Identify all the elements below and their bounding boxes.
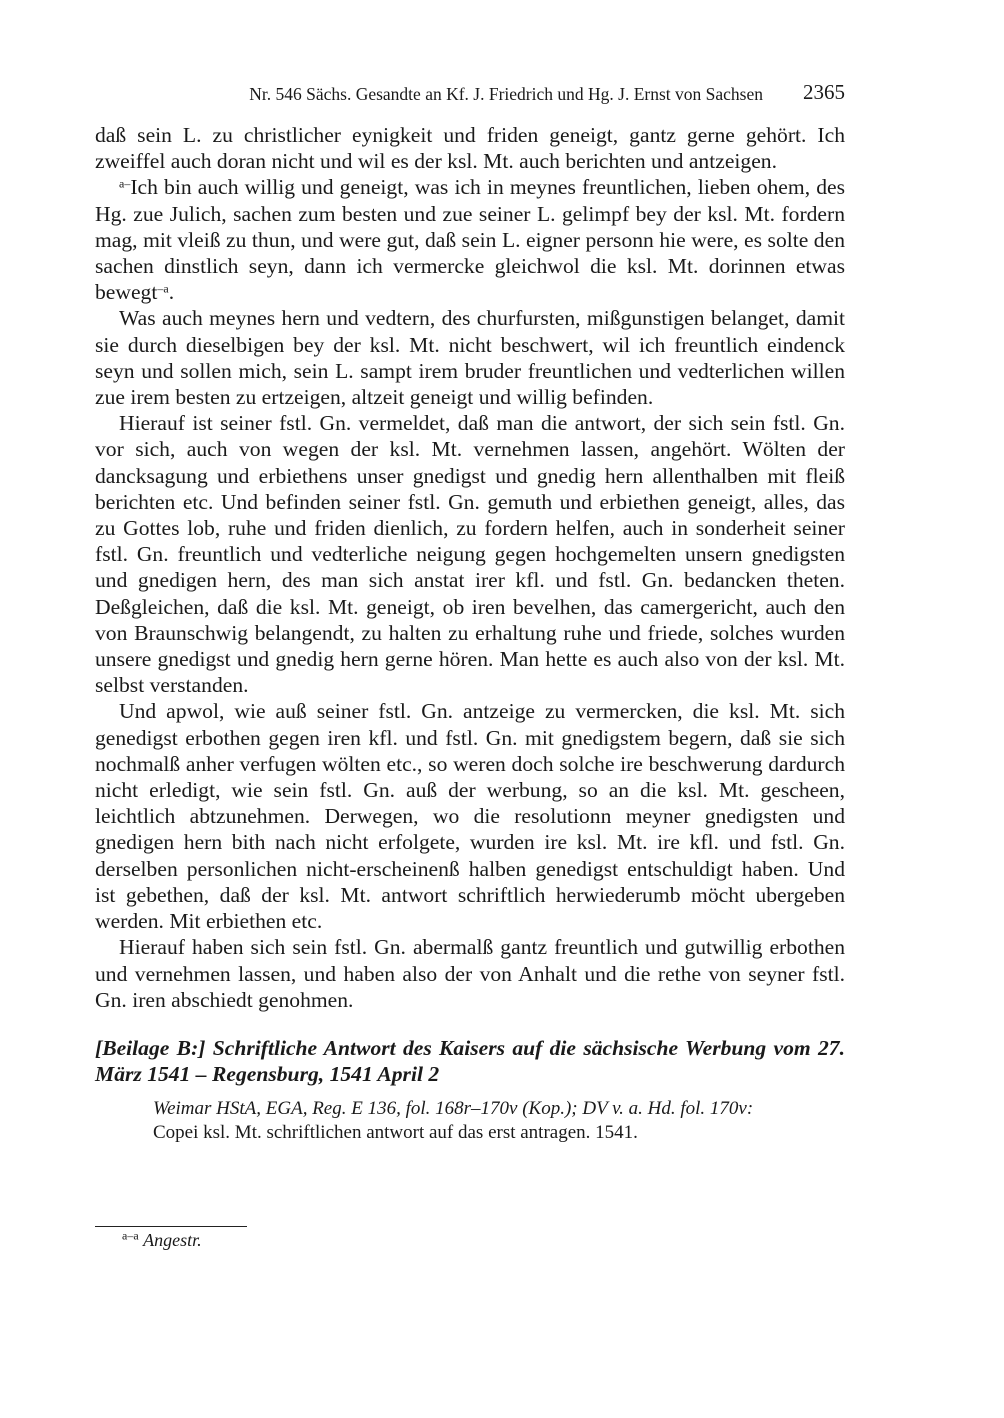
section-title: [Beilage B:] Schriftliche Antwort des Kaisers auf die sächsische Werbung vom 27. März 1541 – Regensburg, 1541 April 2 [95,1035,845,1086]
paragraph [95,305,845,410]
source-reference: Weimar HStA, EGA, Reg. E 136, fol. 168r–170v (Kop.); DV v. a. Hd. fol. 170v: [153,1097,754,1119]
footnote-marker-end: –a [157,281,169,296]
paragraph-text: Hierauf ist seiner fstl. Gn. vermeldet, daß man die antwort, der sich sein fstl. Gn. vor sich, auch von wegen der ksl. Mt. vernehmen lassen, angehört. Wölten der dancksagung und erbiethens unser gnedigst und gnedig hern allenthalben mit fleiß berichten etc. Und befinden seiner fstl. Gn. gemuth und erbiethen geneigt, alles, das zu Gottes lob, ruhe und friden dienlich, zu fordern helfen, auch in sonderheit seiner fstl. Gn. freuntlich und vedterliche neigung gegen hochgemelten unsern gnedigsten und gnedigen hern, des man sich anstat irer kfl. und fstl. Gn. bedancken theten. Deßgleichen, daß die ksl. Mt. geneigt, ob iren bevelhen, das camergericht, auch den von Braunschwig belangendt, zu halten zu erhaltung ruhe und friede, solches wurden unsere gnedigst und gnedig hern gerne hören. Man hette es auch also von der ksl. Mt. selbst verstanden. [95,411,845,698]
page-number: 2365 [803,80,845,104]
paragraph [95,122,845,174]
paragraph-text: Was auch meynes hern und vedtern, des churfursten, mißgunstigen belanget, damit sie durch dieselbigen bey der ksl. Mt. nicht beschwert, wil ich freuntlich eindenck seyn und sollen mich, sein L. sampt irem bruder freuntlichen und vedterlichen willen zue irem besten zu ertzeigen, altzeit geneigt und willig befinden. [95,306,845,410]
source-note [153,1097,845,1145]
paragraph [95,698,845,934]
paragraph-text: Und apwol, wie auß seiner fstl. Gn. antzeige zu vermercken, die ksl. Mt. sich genedigst erbothen gegen iren kfl. und fstl. Gn. mit gnedigstem begern, daß sie sich nochmalß anher verfugen wölten etc., so weren doch solche ire beschwerung dardurch nicht erledigt, wie sein fstl. Gn. auß der werbung, so an die ksl. Mt. gescheen, leichtlich abtzunehmen. Derwegen, wo die resolutionn meyner gnedigsten und gnedigen hern bith nach nicht erfolgete, wurden ire ksl. Mt. ire kfl. und fstl. Gn. derselben personlichen nicht-erscheinenß halben genedigst entschuldigt haben. Und ist gebethen, daß der ksl. Mt. antwort schriftlich herwiederumb möcht ubergeben werden. Mit erbiethen etc. [95,699,845,934]
paragraph-text: Hierauf haben sich sein fstl. Gn. abermalß gantz freuntlich und gutwillig erbothen und vernehmen lassen, und haben also der von Anhalt und die rethe von seyner fstl. Gn. iren abschiedt genohmen. [95,935,845,1012]
source-description: Copei ksl. Mt. schriftlichen antwort auf das erst antragen. 1541. [153,1121,638,1143]
paragraph-text: daß sein L. zu christlicher eynigkeit und friden geneigt, gantz gerne gehört. Ich zweiffel auch doran nicht und wil es der ksl. Mt. auch berichten und antzeigen. [95,123,845,174]
paragraph [95,410,845,698]
paragraph [95,934,845,1013]
page [95,78,845,1145]
running-head [95,78,845,108]
footnote-marker: a–a [122,1228,139,1243]
paragraph-end-punctuation: . [168,280,175,305]
footnote-marker-start: a– [119,176,131,191]
running-head-title: Nr. 546 Sächs. Gesandte an Kf. J. Friedrich und Hg. J. Ernst von Sachsen [249,84,763,104]
footnote-text: Angestr. [143,1230,202,1250]
body-text [95,122,845,1013]
footnote-rule [95,1226,247,1227]
paragraph-text: Ich bin auch willig und geneigt, was ich in meynes freuntlichen, lieben ohem, des Hg. zue Julich, sachen zum besten und zue seiner L. gelimpf bey der ksl. Mt. fordern mag, mit vleiß zu thun, und were gut, daß sein L. eigner personn hie were, es solte den sachen dinstlich seyn, dann ich vermercke gleichwol die ksl. Mt. dorinnen etwas bewegt [95,175,845,305]
paragraph [95,174,845,305]
footnote [122,1230,202,1251]
